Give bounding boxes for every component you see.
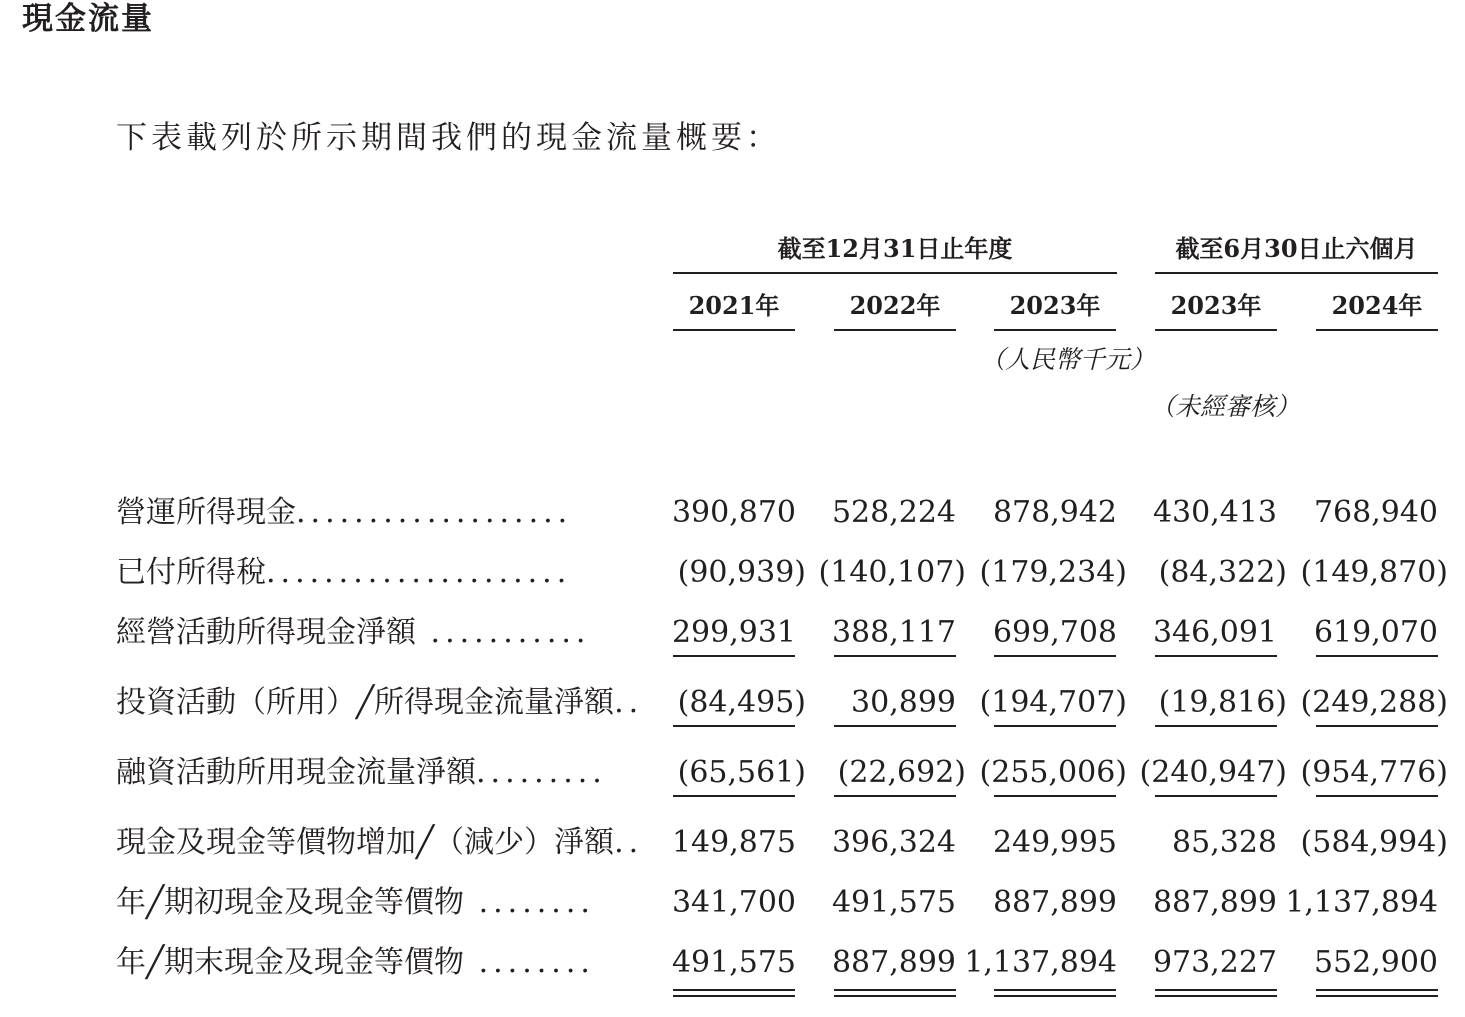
subtotal-rule: [673, 795, 795, 797]
total-double-rule: [1155, 989, 1277, 991]
cell-net-investing-col4: (19,816): [1158, 685, 1287, 720]
cell-operating-cash-col2: 528,224: [831, 495, 956, 530]
cell-income-tax-paid-col4: (84,322): [1158, 555, 1287, 590]
cell-closing-balance-col4: 973,227: [1152, 945, 1277, 980]
row-label-text: 已付所得稅: [116, 555, 266, 590]
cell-net-operating-col3: 699,708: [992, 615, 1117, 650]
total-double-rule: [994, 989, 1116, 991]
subtotal-rule: [834, 795, 956, 797]
cell-net-financing-col4: (240,947): [1139, 755, 1287, 790]
subtotal-rule: [1316, 655, 1438, 657]
cell-closing-balance-col3: 1,137,894: [964, 945, 1117, 980]
row-label-income-tax-paid: [116, 553, 636, 593]
subtotal-rule: [1155, 655, 1277, 657]
cell-opening-balance-col3: 887,899: [992, 885, 1117, 920]
intro-text: 下表載列於所示期間我們的現金流量概要：: [116, 120, 781, 156]
leader-dots: ..: [614, 825, 644, 860]
subtotal-rule: [673, 655, 795, 657]
section-title: 現金流量: [22, 1, 154, 37]
subtotal-rule: [1155, 795, 1277, 797]
cell-opening-balance-col2: 491,575: [831, 885, 956, 920]
subtotal-rule: [1316, 795, 1438, 797]
unaudited-note: （未經審核）: [1150, 392, 1301, 421]
row-label-closing-balance: [116, 943, 636, 983]
leader-dots: ........: [464, 885, 595, 920]
cell-closing-balance-col2: 887,899: [831, 945, 956, 980]
cell-operating-cash-col4: 430,413: [1152, 495, 1277, 530]
year-header-2023: 2023年: [994, 290, 1116, 331]
cell-net-operating-col2: 388,117: [831, 615, 956, 650]
total-double-rule: [994, 995, 1116, 997]
leader-dots: ........: [464, 945, 595, 980]
cell-net-operating-col4: 346,091: [1152, 615, 1277, 650]
cell-opening-balance-col4: 887,899: [1152, 885, 1277, 920]
row-label-text: 現金及現金等價物增加╱（減少）淨額: [116, 825, 615, 860]
row-label-text: 年╱期初現金及現金等價物: [116, 885, 465, 920]
cell-net-investing-col5: (249,288): [1300, 685, 1448, 720]
row-label-net-investing: [116, 683, 644, 723]
cell-net-investing-col2: 30,899: [851, 685, 956, 720]
subtotal-rule: [1316, 725, 1438, 727]
group-header-annual: 截至12月31日止年度: [673, 232, 1117, 274]
total-double-rule: [1316, 995, 1438, 997]
cell-net-change-col4: 85,328: [1172, 825, 1277, 860]
cell-opening-balance-col1: 341,700: [671, 885, 796, 920]
row-label-net-change: [116, 823, 644, 863]
subtotal-rule: [994, 795, 1116, 797]
cell-income-tax-paid-col2: (140,107): [818, 555, 966, 590]
subtotal-rule: [834, 725, 956, 727]
cell-operating-cash-col1: 390,870: [671, 495, 796, 530]
cell-net-financing-col2: (22,692): [837, 755, 966, 790]
cell-net-change-col3: 249,995: [992, 825, 1117, 860]
row-label-text: 投資活動（所用）╱所得現金流量淨額: [116, 685, 615, 720]
row-label-net-financing: [116, 753, 636, 793]
subtotal-rule: [673, 725, 795, 727]
total-double-rule: [673, 989, 795, 991]
total-double-rule: [834, 995, 956, 997]
row-label-text: 融資活動所用現金流量淨額: [116, 755, 476, 790]
cell-closing-balance-col1: 491,575: [671, 945, 796, 980]
cell-closing-balance-col5: 552,900: [1313, 945, 1438, 980]
total-double-rule: [1155, 995, 1277, 997]
cell-net-change-col5: (584,994): [1300, 825, 1448, 860]
subtotal-rule: [994, 725, 1116, 727]
year-header-2021: 2021年: [673, 290, 795, 331]
leader-dots: ..: [614, 685, 644, 720]
subtotal-rule: [994, 655, 1116, 657]
cell-income-tax-paid-col1: (90,939): [677, 555, 806, 590]
total-double-rule: [834, 989, 956, 991]
cell-net-financing-col3: (255,006): [979, 755, 1127, 790]
cell-net-investing-col3: (194,707): [979, 685, 1127, 720]
row-label-operating-cash: [116, 493, 636, 533]
currency-note: （人民幣千元）: [980, 345, 1156, 374]
cell-net-change-col2: 396,324: [831, 825, 956, 860]
cell-operating-cash-col5: 768,940: [1313, 495, 1438, 530]
subtotal-rule: [1155, 725, 1277, 727]
cell-income-tax-paid-col5: (149,870): [1300, 555, 1448, 590]
cell-net-financing-col5: (954,776): [1300, 755, 1448, 790]
leader-dots: ...................: [296, 495, 573, 530]
cell-net-operating-col5: 619,070: [1313, 615, 1438, 650]
cell-net-change-col1: 149,875: [671, 825, 796, 860]
cell-net-financing-col1: (65,561): [677, 755, 806, 790]
row-label-text: 營運所得現金: [116, 495, 296, 530]
row-label-text: 年╱期末現金及現金等價物: [116, 945, 465, 980]
total-double-rule: [1316, 989, 1438, 991]
year-header-2022: 2022年: [834, 290, 956, 331]
year-header-2023-interim: 2023年: [1155, 290, 1277, 331]
cell-operating-cash-col3: 878,942: [992, 495, 1117, 530]
cell-opening-balance-col5: 1,137,894: [1285, 885, 1438, 920]
row-label-net-operating: [116, 613, 636, 653]
leader-dots: ...........: [416, 615, 591, 650]
year-header-2024-interim: 2024年: [1316, 290, 1438, 331]
group-header-six-months: 截至6月30日止六個月: [1155, 232, 1438, 274]
row-label-text: 經營活動所得現金淨額: [116, 615, 416, 650]
leader-dots: .........: [476, 755, 607, 790]
cell-net-investing-col1: (84,495): [677, 685, 806, 720]
row-label-opening-balance: [116, 883, 636, 923]
leader-dots: .....................: [266, 555, 572, 590]
cell-income-tax-paid-col3: (179,234): [979, 555, 1127, 590]
cell-net-operating-col1: 299,931: [671, 615, 796, 650]
total-double-rule: [673, 995, 795, 997]
subtotal-rule: [834, 655, 956, 657]
